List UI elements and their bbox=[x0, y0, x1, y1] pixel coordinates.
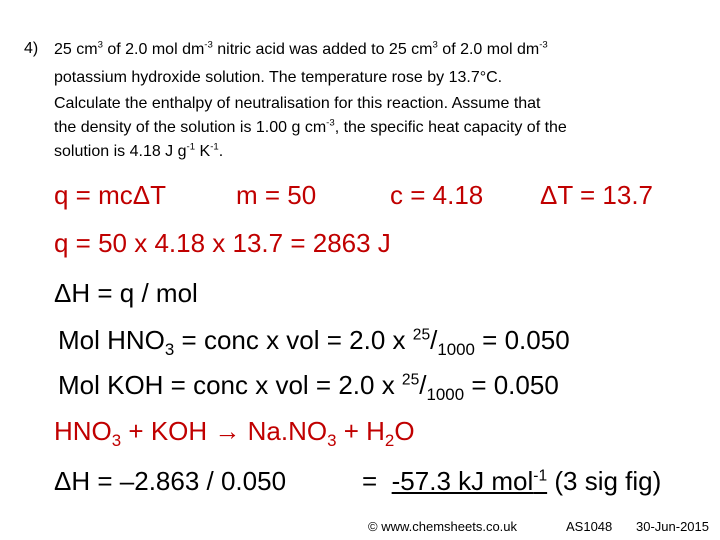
formula-q: q = mcΔT bbox=[54, 180, 166, 210]
footer-date: 30-Jun-2015 bbox=[636, 519, 709, 534]
question-line-1: 25 $cm^3$ of 2.0 mol $dm^{-3}$ nitric acid was added to 25 $cm^3$ of 2.0 mol $dm^{-3}$ bbox=[54, 39, 548, 58]
mol-koh: Mol KOH = conc x vol = 2.0 x $^{25}/_{1000} = 0.050$ bbox=[58, 370, 559, 405]
copyright: © www.chemsheets.co.uk bbox=[368, 519, 518, 534]
delta-h-calculation: ΔH = –2.863 / 0.050 bbox=[54, 466, 287, 496]
delta-h-definition: ΔH = q / mol bbox=[54, 278, 198, 308]
question-line-3: Calculate the enthalpy of neutralisation for this reaction. Assume that bbox=[54, 95, 541, 112]
question-line-5: solution is 4.18 J $g^{-1}$ $K^{-1}$. bbox=[54, 141, 224, 160]
value-m: m = 50 bbox=[236, 180, 317, 210]
question-line-2: potassium hydroxide solution. The temperature rose by 13.7°C. bbox=[54, 69, 503, 86]
question-number: 4) bbox=[24, 40, 39, 57]
final-answer: = -57.3 kJ mol$^{-1}$ (3 sig fig) bbox=[362, 466, 662, 496]
sheet-code: AS1048 bbox=[566, 519, 613, 534]
question-line-4: the density of the solution is 1.00 g $cm^{-3}$, the specific heat capacity of the bbox=[54, 117, 567, 136]
value-c: c = 4.18 bbox=[390, 180, 484, 210]
mol-hno3: Mol $HNO_3$ = conc x vol = 2.0 x $^{25}/_{1000} = 0.050$ bbox=[58, 325, 570, 360]
reaction-equation: $HNO_3$ + KOH → $Na.NO_3 + H_2O$ bbox=[54, 416, 415, 451]
answer-value: -57.3 kJ mol$^{-1}$ bbox=[391, 466, 548, 496]
value-delta-t: ΔT = 13.7 bbox=[540, 180, 654, 210]
q-calculation: q = 50 x 4.18 x 13.7 = 2863 J bbox=[54, 228, 391, 258]
